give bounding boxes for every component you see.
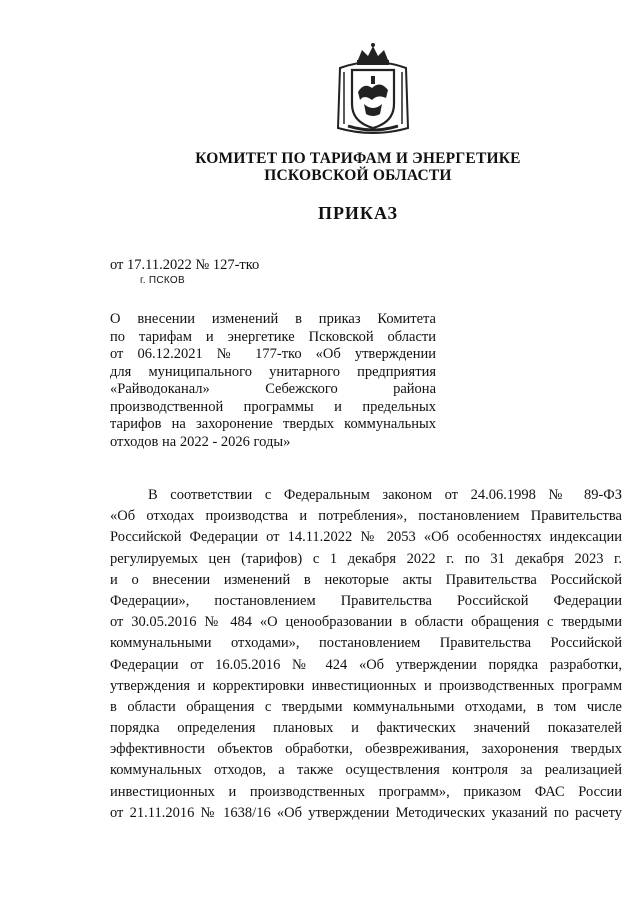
body-line: порядка определения плановых и фактических значений показателей xyxy=(110,720,622,737)
body-line: от 30.05.2016 № 484 «О ценообразовании в области обращения с твердыми xyxy=(110,614,622,631)
body-line: Российской Федерации от 14.11.2022 № 2053 «Об особенностях индексации xyxy=(110,529,622,546)
issue-city: г. ПСКОВ xyxy=(140,275,185,286)
order-body xyxy=(110,485,622,824)
body-line: эффективности объектов обработки, обезвреживания, захоронения твердых xyxy=(110,741,622,758)
body-line: Федерации от 16.05.2016 № 424 «Об утверждении порядка разработки, xyxy=(110,656,622,673)
subject-line: производственной программы и предельных xyxy=(110,398,436,415)
subject-line: для муниципального унитарного предприятия xyxy=(110,363,436,380)
order-number: от 17.11.2022 № 127-тко xyxy=(110,257,260,273)
body-line: коммунальными отходами», постановлением Правительства Российской xyxy=(110,635,622,652)
body-line: регулируемых цен (тарифов) с 1 декабря 2022 г. по 31 декабря 2023 г. xyxy=(110,550,622,567)
order-subject xyxy=(110,311,436,451)
document-type-title: ПРИКАЗ xyxy=(317,203,399,223)
subject-line: отходов на 2022 - 2026 годы» xyxy=(110,433,291,450)
subject-line: по тарифам и энергетике Псковской области xyxy=(110,328,436,345)
committee-name-line2: ПСКОВСКОЙ ОБЛАСТИ xyxy=(264,167,452,184)
body-line: Федерации», постановлением Правительства Российской Федерации xyxy=(110,592,622,609)
body-line: коммунальных отходов, а также осуществления контроля за реализацией xyxy=(110,762,622,779)
body-line: утверждения и корректировки инвестиционных и производственных программ xyxy=(110,677,622,694)
body-line: от 21.11.2016 № 1638/16 «Об утверждении Методических указаний по расчету xyxy=(110,804,622,821)
pskov-coat-of-arms-icon xyxy=(334,42,412,138)
subject-line: «Райводоканал» Себежского района xyxy=(110,381,436,397)
body-line: и о внесении изменений в некоторые акты Правительства Российской xyxy=(110,571,622,588)
body-line: «Об отходах производства и потребления», постановлением Правительства xyxy=(110,508,622,525)
body-line: инвестиционных и производственных программ», приказом ФАС России xyxy=(110,783,622,800)
subject-line: О внесении изменений в приказ Комитета xyxy=(110,311,436,327)
subject-line: от 06.12.2021 № 177-тко «Об утверждении xyxy=(110,346,436,362)
body-line: в области обращения с твердыми коммунальными отходами, в том числе xyxy=(110,698,622,715)
committee-name-line1: КОМИТЕТ ПО ТАРИФАМ И ЭНЕРГЕТИКЕ xyxy=(195,150,521,167)
subject-line: тарифов на захоронение твердых коммунальных xyxy=(110,416,436,432)
body-line: В соответствии с Федеральным законом от 24.06.1998 № 89-ФЗ xyxy=(148,487,622,503)
